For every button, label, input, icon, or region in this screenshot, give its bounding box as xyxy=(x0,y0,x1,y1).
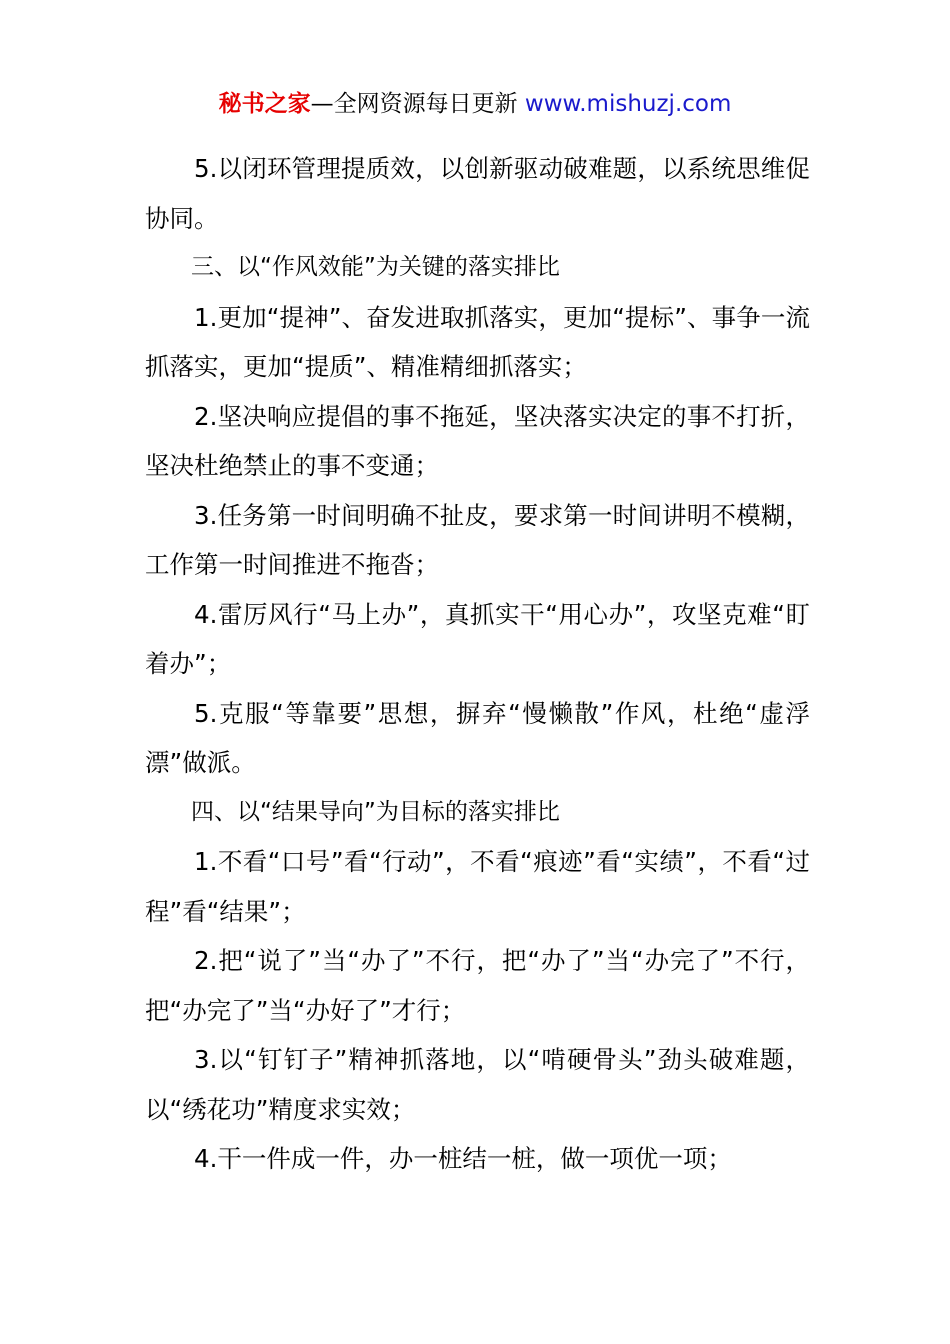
paragraph: 3.以“钉钉子”精神抓落地，以“啃硬骨头”劲头破难题，以“绣花功”精度求实效； xyxy=(145,1045,810,1124)
paragraph: 5.以闭环管理提质效，以创新驱动破难题，以系统思维促协同。 xyxy=(145,154,810,233)
document-body xyxy=(145,144,810,1184)
website-url[interactable]: www.mishuzj.com xyxy=(524,91,732,117)
section-heading: 四、以“结果导向”为目标的落实排比 xyxy=(191,798,560,825)
paragraph: 1.不看“口号”看“行动”，不看“痕迹”看“实绩”，不看“过程”看“结果”； xyxy=(145,847,810,926)
header-tagline: —全网资源每日更新 xyxy=(310,91,525,117)
paragraph: 4.干一件成一件，办一桩结一桩，做一项优一项； xyxy=(194,1144,732,1173)
page-header xyxy=(0,86,950,122)
brand-name: 秘书之家 xyxy=(218,91,311,117)
section-heading: 三、以“作风效能”为关键的落实排比 xyxy=(191,254,560,280)
paragraph: 2.坚决响应提倡的事不拖延，坚决落实决定的事不打折，坚决杜绝禁止的事不变通； xyxy=(145,401,810,480)
paragraph: 5.克服“等靠要”思想，摒弃“慢懒散”作风，杜绝“虚浮漂”做派。 xyxy=(145,698,810,777)
paragraph: 2.把“说了”当“办了”不行，把“办了”当“办完了”不行，把“办完了”当“办好了”才行； xyxy=(145,946,810,1025)
paragraph: 3.任务第一时间明确不扯皮，要求第一时间讲明不模糊，工作第一时间推进不拖沓； xyxy=(145,500,810,579)
paragraph: 4.雷厉风行“马上办”，真抓实干“用心办”，攻坚克难“盯着办”； xyxy=(145,599,810,678)
paragraph: 1.更加“提神”、奋发进取抓落实，更加“提标”、事争一流抓落实，更加“提质”、精准精细抓落实； xyxy=(145,302,810,381)
